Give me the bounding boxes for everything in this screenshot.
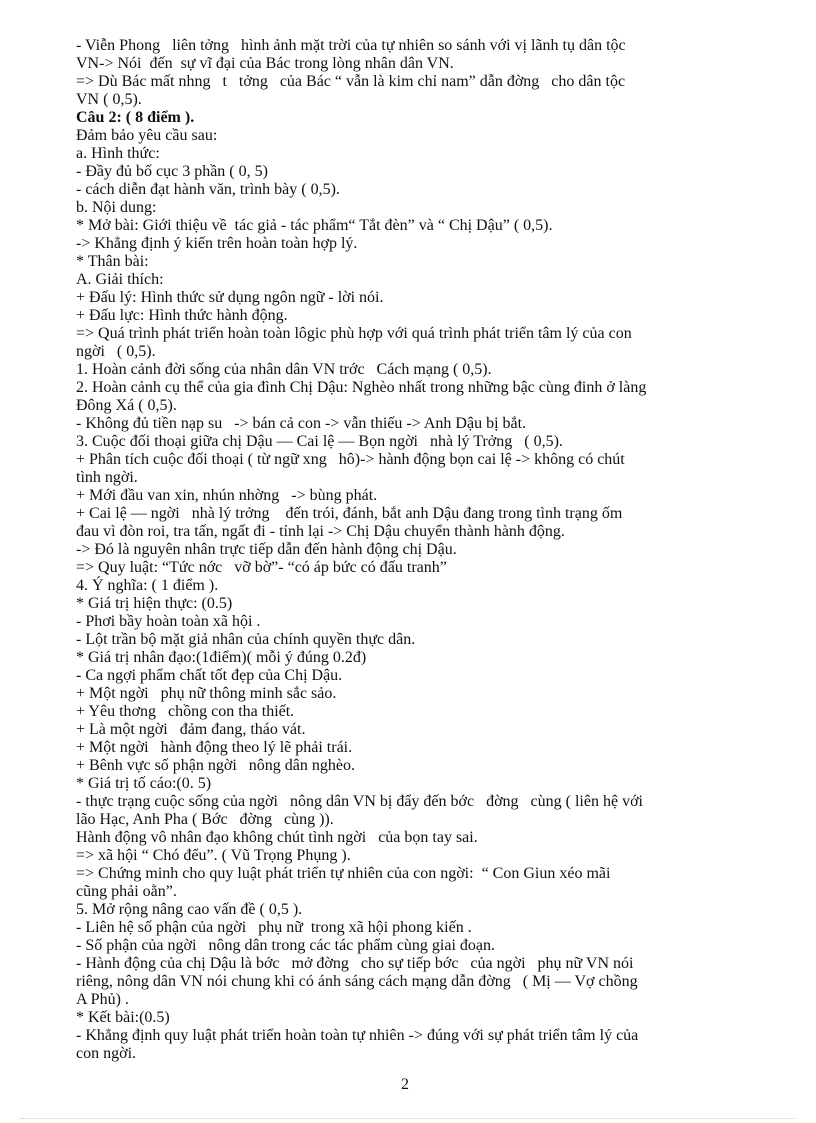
footer-divider <box>20 1118 796 1119</box>
text-line: - Đầy đủ bố cục 3 phần ( 0, 5) <box>76 163 268 180</box>
text-line: + Đấu lực: Hình thức hành động. <box>76 307 288 324</box>
page-number <box>0 1076 816 1094</box>
text-line: - Hành động của chị Dậu là bớc mở đờng cho sự tiếp bớc của ngời phụ nữ VN nói <box>76 955 634 972</box>
text-line: con ngời. <box>76 1045 137 1062</box>
text-line: + Một ngời phụ nữ thông minh sắc sảo. <box>76 685 337 702</box>
text-line: riêng, nông dân VN nói chung khi có ánh sáng cách mạng dẫn đờng ( Mị — Vợ chồng <box>76 973 638 990</box>
text-line: 5. Mở rộng nâng cao vấn đề ( 0,5 ). <box>76 901 303 918</box>
text-line: A. Giải thích: <box>76 271 164 288</box>
text-line: - Khẳng định quy luật phát triển hoàn toàn tự nhiên -> đúng với sự phát triển tâm lý của <box>76 1027 639 1044</box>
text-line: => Dù Bác mất nhng t tởng của Bác “ vẫn là kim chỉ nam” dẫn đờng cho dân tộc <box>76 73 626 90</box>
page-number-text: 2 <box>401 1076 409 1093</box>
text-line: => Chứng minh cho quy luật phát triển tự nhiên của con ngời: “ Con Giun xéo mãi <box>76 865 611 882</box>
text-line: * Giá trị tố cáo:(0. 5) <box>76 775 212 792</box>
text-line: + Phân tích cuộc đối thoại ( từ ngữ xng hô)-> hành động bọn cai lệ -> không có chút <box>76 451 625 468</box>
text-line: VN-> Nói đến sự vĩ đại của Bác trong lòng nhân dân VN. <box>76 55 454 72</box>
text-line: - Viễn Phong liên tởng hình ảnh mặt trời của tự nhiên so sánh với vị lãnh tụ dân tộc <box>76 37 626 54</box>
text-line: + Một ngời hành động theo lý lẽ phải trái. <box>76 739 353 756</box>
text-line: + Cai lệ — ngời nhà lý trởng đến trói, đánh, bắt anh Dậu đang trong tình trạng ốm <box>76 505 623 522</box>
text-line: Đông Xá ( 0,5). <box>76 397 177 414</box>
text-line: 1. Hoàn cảnh đời sống của nhân dân VN trớc Cách mạng ( 0,5). <box>76 361 492 378</box>
text-line: => Quy luật: “Tức nớc vỡ bờ”- “có áp bức có đấu tranh” <box>76 559 447 576</box>
text-line: -> Khẳng định ý kiến trên hoàn toàn hợp lý. <box>76 235 358 252</box>
text-line: - Lột trần bộ mặt giả nhân của chính quyền thực dân. <box>76 631 416 648</box>
text-line: 3. Cuộc đối thoại giữa chị Dậu — Cai lệ — Bọn ngời nhà lý Trởng ( 0,5). <box>76 433 563 450</box>
text-line: a. Hình thức: <box>76 145 160 162</box>
text-line: + Đấu lý: Hình thức sử dụng ngôn ngữ - lời nói. <box>76 289 384 306</box>
text-line: + Mới đầu van xin, nhún nhờng -> bùng phát. <box>76 487 378 504</box>
text-line: Đảm bảo yêu cầu sau: <box>76 127 218 144</box>
text-line: - thực trạng cuộc sống của ngời nông dân VN bị đẩy đến bớc đờng cùng ( liên hệ với <box>76 793 643 810</box>
text-line: - Số phận của ngời nông dân trong các tác phẩm cùng giai đoạn. <box>76 937 496 954</box>
text-line: + Là một ngời đảm đang, tháo vát. <box>76 721 306 738</box>
text-line: 2. Hoàn cảnh cụ thể của gia đình Chị Dậu: Nghèo nhất trong những bậc cùng đinh ở làng <box>76 379 647 396</box>
text-line: b. Nội dung: <box>76 199 157 216</box>
text-line: A Phủ) . <box>76 991 129 1008</box>
text-line: * Mở bài: Giới thiệu về tác giả - tác phẩm“ Tắt đèn” và “ Chị Dậu” ( 0,5). <box>76 217 553 234</box>
text-line: - Ca ngợi phẩm chất tốt đẹp của Chị Dậu. <box>76 667 343 684</box>
text-line: * Thân bài: <box>76 253 149 270</box>
text-line: - Không đủ tiền nạp su -> bán cả con -> vẫn thiếu -> Anh Dậu bị bắt. <box>76 415 527 432</box>
text-line: * Giá trị hiện thực: (0.5) <box>76 595 233 612</box>
text-line: * Giá trị nhân đạo:(1điểm)( mỗi ý đúng 0.2đ) <box>76 649 367 666</box>
text-line: => xã hội “ Chó đểu”. ( Vũ Trọng Phụng ). <box>76 847 351 864</box>
text-line: ngời ( 0,5). <box>76 343 156 360</box>
text-line: 4. Ý nghĩa: ( 1 điểm ). <box>76 577 219 594</box>
text-line: => Quá trình phát triển hoàn toàn lôgic phù hợp với quá trình phát triển tâm lý của con <box>76 325 632 342</box>
text-line: -> Đó là nguyên nhân trực tiếp dẫn đến hành động chị Dậu. <box>76 541 457 558</box>
text-line: + Bênh vực số phận ngời nông dân nghèo. <box>76 757 356 774</box>
text-line: + Yêu thơng chồng con tha thiết. <box>76 703 295 720</box>
text-line: đau vì đòn roi, tra tấn, ngất đi - tỉnh lại -> Chị Dậu chuyển thành hành động. <box>76 523 565 540</box>
document-body <box>76 37 756 1063</box>
text-line: - cách diễn đạt hành văn, trình bày ( 0,5). <box>76 181 340 198</box>
text-line: - Phơi bầy hoàn toàn xã hội . <box>76 613 261 630</box>
text-line: Hành động vô nhân đạo không chút tình ngời của bọn tay sai. <box>76 829 478 846</box>
text-line: - Liên hệ số phận của ngời phụ nữ trong xã hội phong kiến . <box>76 919 472 936</box>
text-line: tình ngời. <box>76 469 138 486</box>
text-line: VN ( 0,5). <box>76 91 142 108</box>
section-heading: Câu 2: ( 8 điểm ). <box>76 109 195 126</box>
text-line: cũng phải oằn”. <box>76 883 177 900</box>
text-line: lão Hạc, Anh Pha ( Bớc đờng cùng )). <box>76 811 334 828</box>
text-line: * Kết bài:(0.5) <box>76 1009 170 1026</box>
